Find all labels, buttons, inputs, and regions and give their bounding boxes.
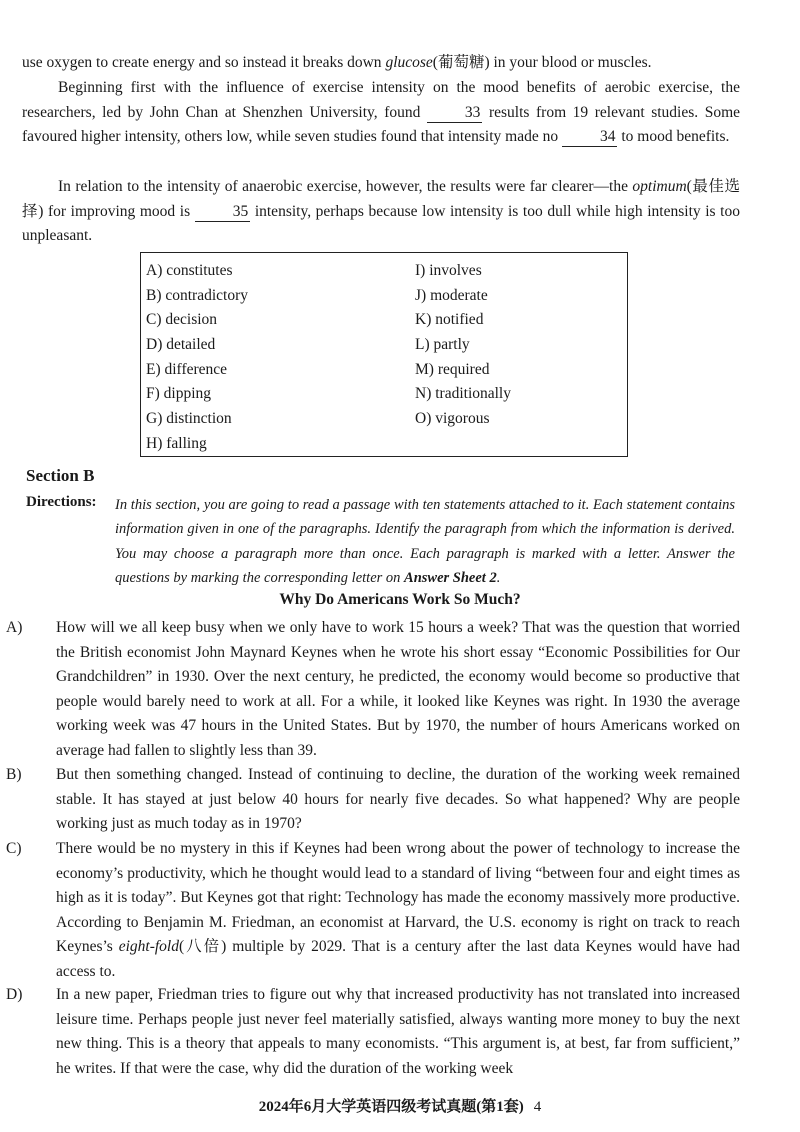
term-optimum: optimum (632, 178, 687, 195)
paragraph-letter-d: D) (6, 986, 23, 1003)
gloss-optimum: (最佳选择) (22, 178, 740, 220)
term-glucose: glucose (385, 54, 433, 71)
word-option-n: N) traditionally (415, 385, 511, 403)
paragraph-letter-b: B) (6, 766, 22, 783)
directions-text: In this section, you are going to read a passage with ten statements attached to it. Each statement contains information given in one of the paragraphs. Identify the paragraph from which the information is derived. You may choose a paragraph more than once. Each paragraph is marked with a letter. Answer the questions by marking the corresponding letter on Answer Sheet 2. (115, 497, 735, 586)
word-bank-left-column (146, 259, 248, 457)
section-b-heading: Section B (26, 466, 95, 485)
word-option-i: I) involves (415, 262, 482, 279)
word-option-a: A) constitutes (146, 262, 233, 279)
word-option-m: M) required (415, 360, 490, 378)
word-option-k: K) notified (415, 311, 484, 329)
word-option-l: L) partly (415, 336, 470, 354)
blank-34[interactable]: 34 (562, 128, 618, 147)
answer-sheet-ref: Answer Sheet 2 (404, 569, 497, 586)
passage-paragraph-a: A) How will we all keep busy when we only have to work 15 hours a week? That was the question that worried the British economist John Maynard Keynes when he wrote his short essay “Economic Possibilities for Our Grandchildren” in 1930. Over the next century, he predicted, the economy would become so productive that people would barely need to work at all. For a while, it looked like Keynes was right. In 1930 the average working week was 47 hours in the United States. But by 1970, the number of hours Americans worked on average had fallen to slightly less than 39. (56, 616, 740, 763)
word-bank (140, 252, 628, 457)
page-footer (0, 1095, 800, 1116)
gloss-glucose: (葡萄糖) (432, 54, 490, 71)
gloss-eight-fold: (八倍) (179, 938, 227, 955)
word-bank-right-column (415, 259, 511, 432)
blank-33[interactable]: 33 (427, 104, 483, 123)
word-option-j: J) moderate (415, 286, 488, 304)
page-number: 4 (533, 1099, 542, 1115)
paragraph-letter-c: C) (6, 840, 22, 857)
word-option-b: B) contradictory (146, 286, 249, 304)
passage-paragraph-c: C) There would be no mystery in this if Keynes had been wrong about the power of technology to increase the economy’s productivity, which he thought would lead to a standard of living “between four and eight times as high as it is today”. But Keynes got that right: Technology has made the economy massively more productive. According to Benjamin M. Friedman, an economist at Harvard, the U.S. economy is right on track to reach Keynes’s eight-fold(八倍) multiple by 2029. That is a century after the last data Keynes would have had access to. (56, 837, 740, 984)
passage-paragraph-b: B) But then something changed. Instead of continuing to decline, the duration of the working week remained stable. It has stayed at just below 40 hours for nearly five decades. So what happened? Why are people working just as much today as in 1970? (56, 763, 740, 837)
passage-title: Why Do Americans Work So Much? (279, 591, 521, 608)
paragraph-aerobic: Beginning first with the influence of exercise intensity on the mood benefits of aerobic exercise, the researchers, led by John Chan at Shenzhen University, found 33 results from 19 relevant studies. Some favoured higher intensity, others low, while seven studies found that intensity made no 34 to mood benefits. (22, 79, 741, 145)
passage-paragraph-d: D) In a new paper, Friedman tries to figure out why that increased productivity has not translated into increased leisure time. Perhaps people just never feel materially satisfied, always wanting more money to buy the next new thing. This is a theory that appeals to many economists. “This argument is, at best, far from sufficient,” he writes. If that were the case, why did the duration of the working week (56, 983, 740, 1081)
footer-title: 2024年6月大学英语四级考试真题(第1套) (258, 1099, 524, 1115)
paragraph-anaerobic: In relation to the intensity of anaerobic exercise, however, the results were far clearer—the optimum(最佳选择) for improving mood is 35 intensity, perhaps because low intensity is too dull while high intensity is too unpleasant. (22, 178, 740, 244)
word-option-d: D) detailed (146, 336, 216, 354)
directions-label: Directions: (26, 494, 97, 510)
word-option-e: E) difference (146, 360, 228, 378)
term-eight-fold: eight-fold (118, 938, 179, 955)
word-option-o: O) vigorous (415, 410, 490, 428)
paragraph-continuation: use oxygen to create energy and so instead it breaks down glucose(葡萄糖) in your blood or muscles. (22, 54, 652, 71)
word-option-g: G) distinction (146, 410, 232, 428)
word-option-f: F) dipping (146, 385, 212, 403)
word-option-c: C) decision (146, 311, 218, 329)
word-option-h: H) falling (146, 434, 207, 452)
blank-35[interactable]: 35 (195, 203, 251, 222)
paragraph-letter-a: A) (6, 619, 23, 636)
